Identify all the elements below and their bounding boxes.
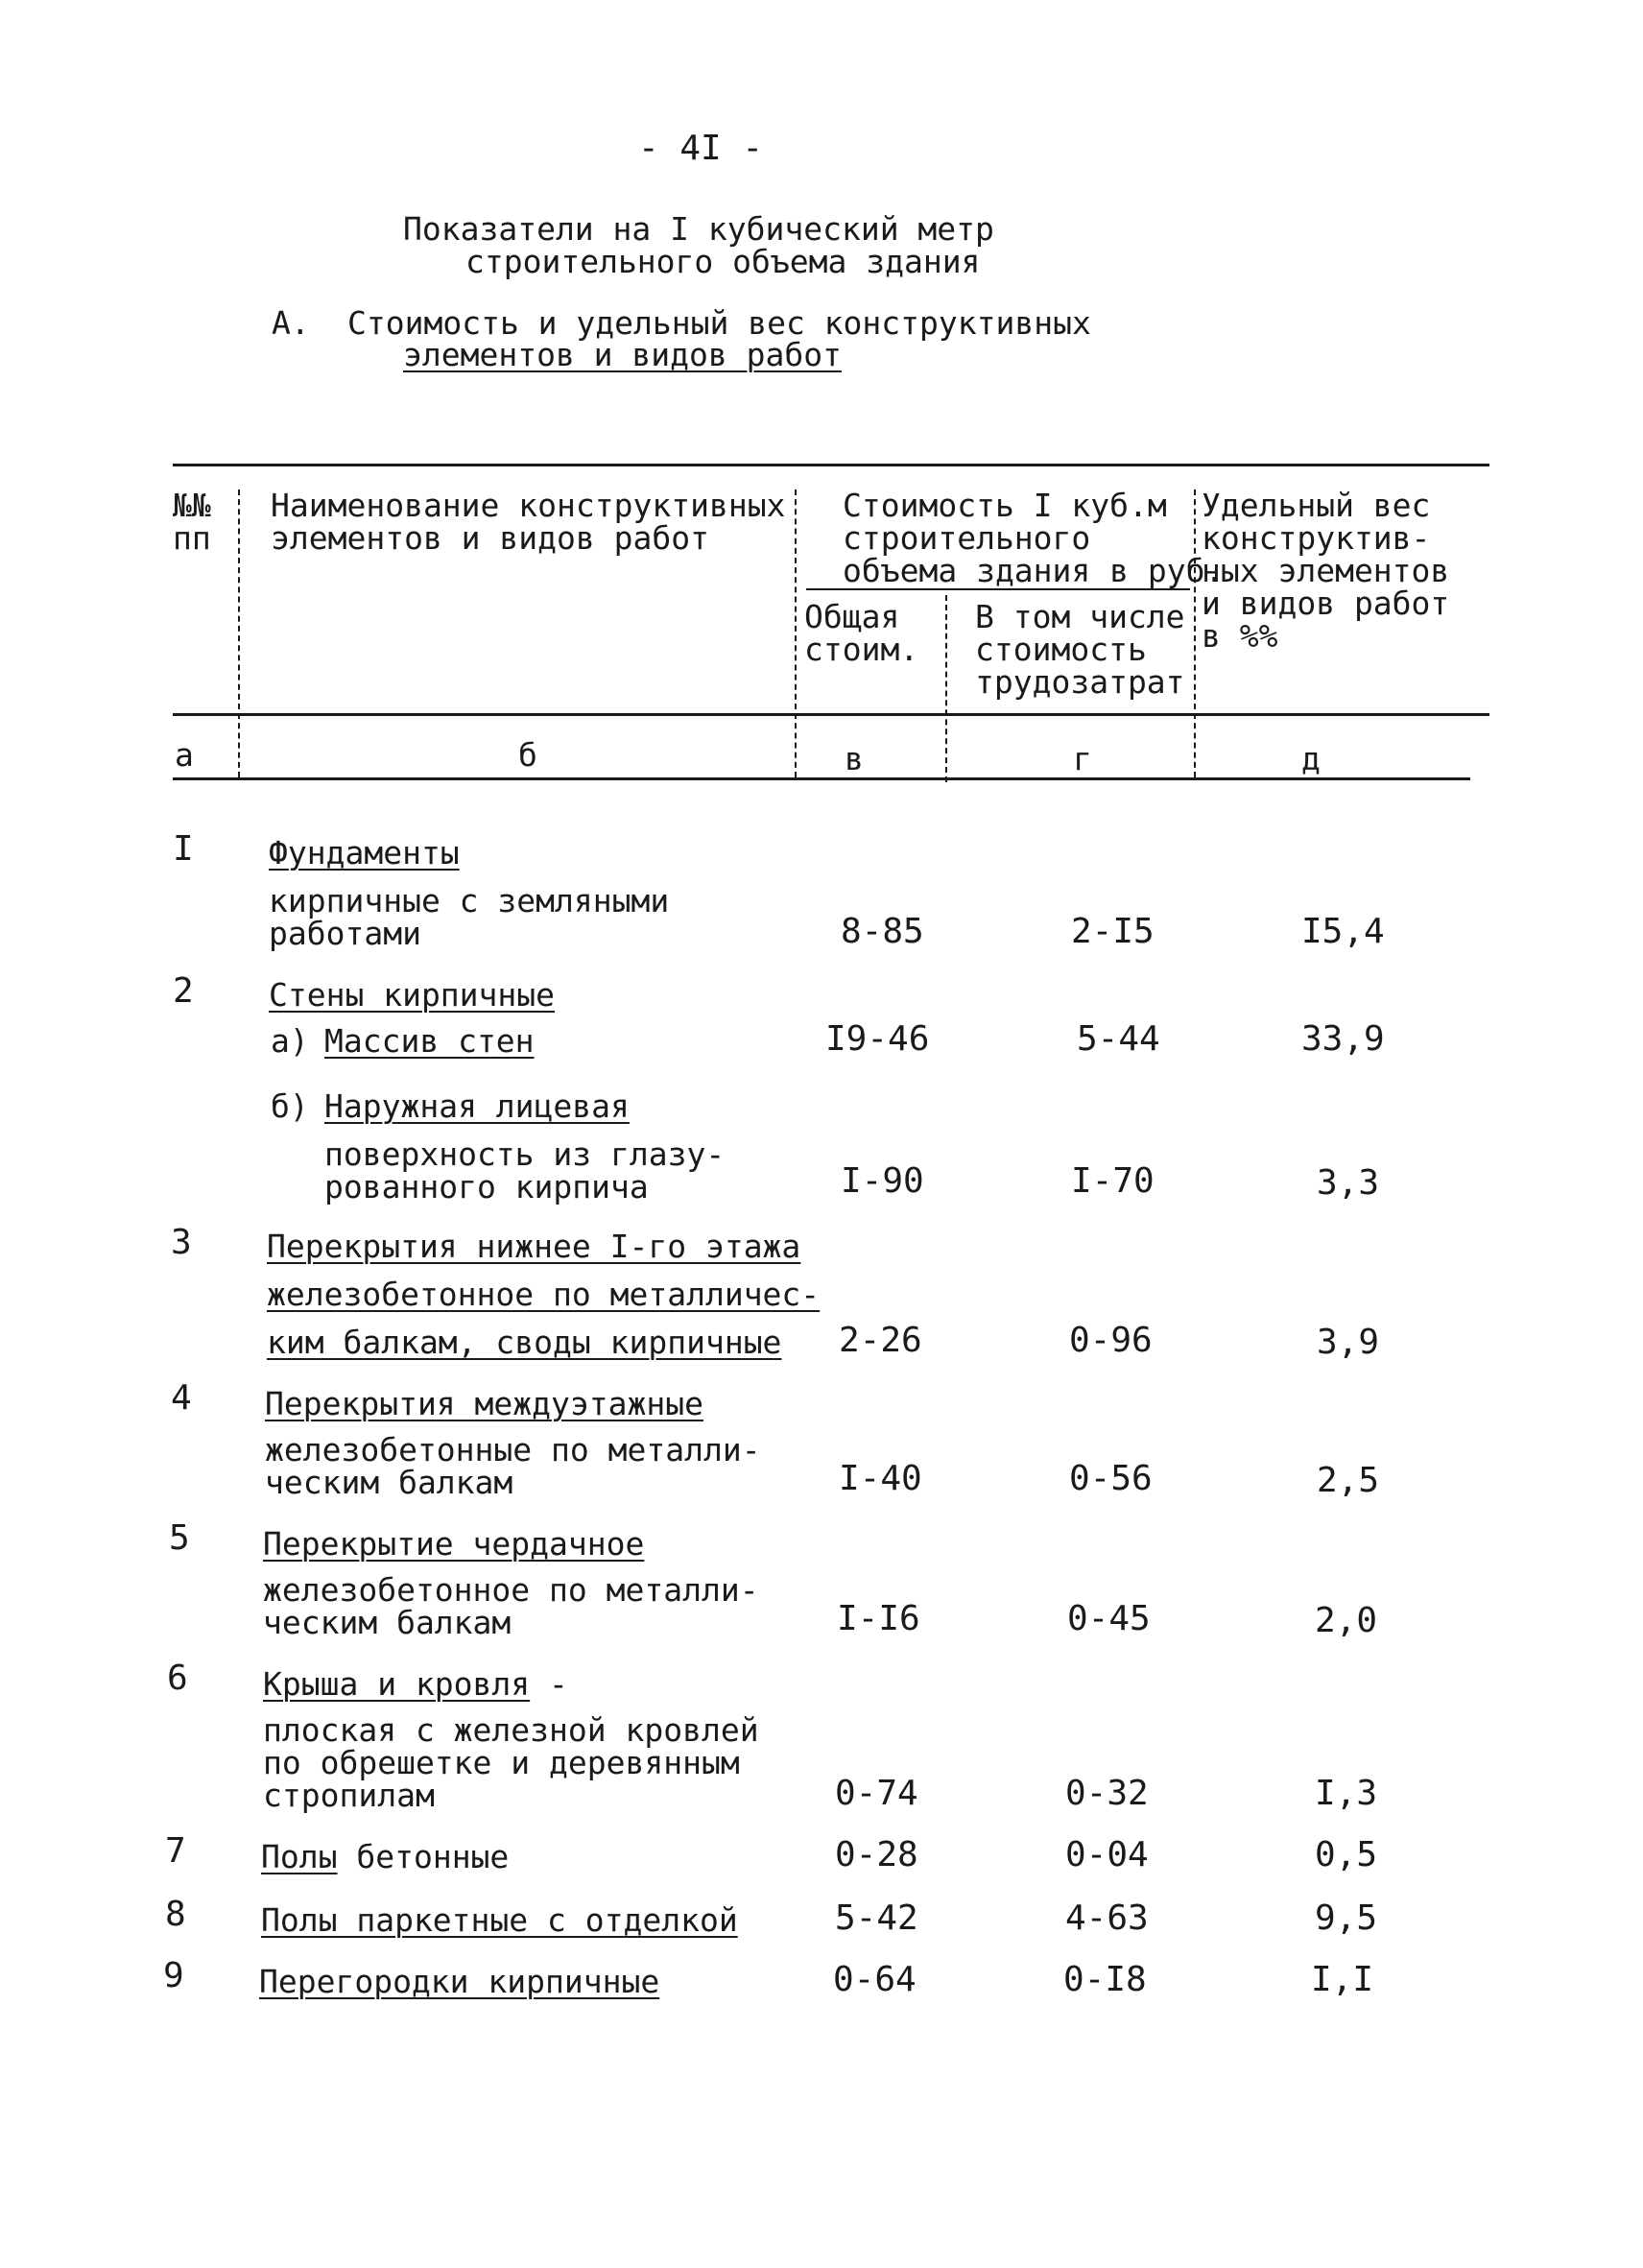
header-labor-line1: В том числе (975, 598, 1185, 635)
header-weight-line2: конструктив- (1202, 519, 1431, 557)
header-total-line1: Общая (804, 598, 900, 635)
row-labor: I-70 (1071, 1161, 1155, 1201)
header-num-line2: пп (173, 519, 211, 557)
row-labor: 0-56 (1069, 1459, 1153, 1498)
row-total: 0-28 (835, 1835, 918, 1874)
title-line-1: Показатели на I кубический метр (403, 210, 994, 248)
row-desc: ческим балкам (265, 1464, 513, 1501)
row-number: I (173, 829, 194, 869)
row-title: Крыша и кровля - (263, 1665, 568, 1703)
header-weight-line5: в %% (1202, 617, 1278, 655)
row-title: Полы бетонные (261, 1838, 510, 1875)
row-desc: плоская с железной кровлей (263, 1711, 759, 1749)
row-title: Перегородки кирпичные (259, 1963, 660, 2000)
row-title: Перекрытия междуэтажные (265, 1385, 703, 1422)
row-desc: кирпичные с земляными (269, 882, 670, 919)
col-letter-d: д (1301, 740, 1321, 777)
row-weight: I5,4 (1301, 912, 1385, 951)
row-desc: ческим балкам (263, 1604, 512, 1641)
col-divider-1 (238, 489, 240, 777)
row-labor: 5-44 (1077, 1019, 1160, 1059)
row-number: 4 (171, 1378, 192, 1418)
row-desc: железобетонное по металличес- (267, 1276, 821, 1313)
section-title-line-1: Стоимость и удельный вес конструктивных (347, 304, 1091, 342)
col-letter-b: б (518, 736, 537, 774)
header-name-line2: элементов и видов работ (271, 519, 709, 557)
row-number: 6 (167, 1659, 188, 1698)
header-name-line1: Наименование конструктивных (271, 487, 786, 524)
header-total-line2: стоим. (804, 631, 919, 668)
row-labor: 0-04 (1065, 1835, 1149, 1874)
header-cost-line2: строительного (843, 519, 1091, 557)
table-top-rule (173, 464, 1489, 466)
row-title: Наружная лицевая (324, 1087, 630, 1125)
row-labor: 0-96 (1069, 1321, 1153, 1360)
page-number: - 4I - (638, 129, 764, 168)
section-letter: А. (272, 304, 310, 342)
row-labor: 2-I5 (1071, 912, 1155, 951)
row-desc: ким балкам, своды кирпичные (267, 1324, 782, 1361)
row-number: 9 (163, 1956, 184, 1995)
row-weight: 2,0 (1315, 1601, 1378, 1640)
header-weight-line4: и видов работ (1202, 585, 1450, 622)
row-number: 5 (169, 1518, 190, 1558)
row-labor: 0-45 (1067, 1599, 1151, 1638)
row-weight: 33,9 (1301, 1019, 1385, 1059)
row-title: Перекрытия нижнее I-го этажа (267, 1228, 801, 1265)
header-cost-line1: Стоимость I куб.м (843, 487, 1167, 524)
row-desc: стропилам (263, 1777, 435, 1814)
row-number: 3 (171, 1223, 192, 1262)
row-labor: 4-63 (1065, 1898, 1149, 1938)
row-weight: 0,5 (1315, 1835, 1378, 1874)
row-desc: рованного кирпича (324, 1168, 649, 1206)
row-number: 2 (173, 971, 194, 1011)
row-total: 5-42 (835, 1898, 918, 1938)
row-weight: 9,5 (1315, 1898, 1378, 1938)
row-labor: 0-32 (1065, 1774, 1149, 1813)
col-divider-4 (1194, 489, 1196, 777)
row-labor: 0-I8 (1063, 1960, 1147, 1999)
row-desc: железобетонное по металли- (263, 1571, 759, 1609)
header-cost-line3: объема здания в руб. (843, 552, 1225, 589)
row-title: Стены кирпичные (269, 976, 556, 1014)
row-sub-label: а) (271, 1022, 309, 1060)
row-total: 2-26 (839, 1321, 922, 1360)
row-title: Перекрытие чердачное (263, 1525, 645, 1563)
row-total: 0-74 (835, 1774, 918, 1813)
header-weight-line3: ных элементов (1202, 552, 1450, 589)
row-title: Массив стен (324, 1022, 535, 1060)
row-total: I-90 (841, 1161, 924, 1201)
row-total: I-I6 (837, 1599, 920, 1638)
row-desc: железобетонные по металли- (265, 1431, 761, 1468)
row-desc: работами (269, 915, 421, 952)
row-sub-label: б) (271, 1087, 309, 1125)
header-bottom-rule (173, 713, 1489, 716)
header-weight-line1: Удельный вес (1202, 487, 1431, 524)
col-letter-g: г (1073, 740, 1092, 777)
row-weight: I,I (1311, 1960, 1374, 1999)
row-desc: по обрешетке и деревянным (263, 1744, 740, 1781)
section-title-line-2: элементов и видов работ (403, 336, 842, 373)
letters-bottom-rule (173, 777, 1470, 780)
row-weight: 2,5 (1317, 1461, 1380, 1500)
row-title: Полы паркетные с отделкой (261, 1901, 738, 1939)
col-divider-3 (945, 595, 947, 782)
row-desc: поверхность из глазу- (324, 1135, 726, 1173)
header-labor-line2: стоимость (975, 631, 1147, 668)
row-weight: 3,9 (1317, 1323, 1380, 1362)
title-line-2: строительного объема здания (465, 243, 981, 280)
row-total: 0-64 (833, 1960, 917, 1999)
col-letter-v: в (845, 740, 864, 777)
row-total: 8-85 (841, 912, 924, 951)
row-number: 8 (165, 1895, 186, 1934)
row-number: 7 (165, 1831, 186, 1871)
header-num-line1: №№ (173, 487, 211, 524)
header-labor-line3: трудозатрат (975, 663, 1185, 701)
row-total: I-40 (839, 1459, 922, 1498)
col-divider-2 (795, 489, 797, 777)
row-title: Фундаменты (269, 834, 460, 871)
col-letter-a: а (175, 736, 194, 774)
row-weight: I,3 (1315, 1774, 1378, 1813)
row-weight: 3,3 (1317, 1163, 1380, 1203)
row-total: I9-46 (825, 1019, 930, 1059)
